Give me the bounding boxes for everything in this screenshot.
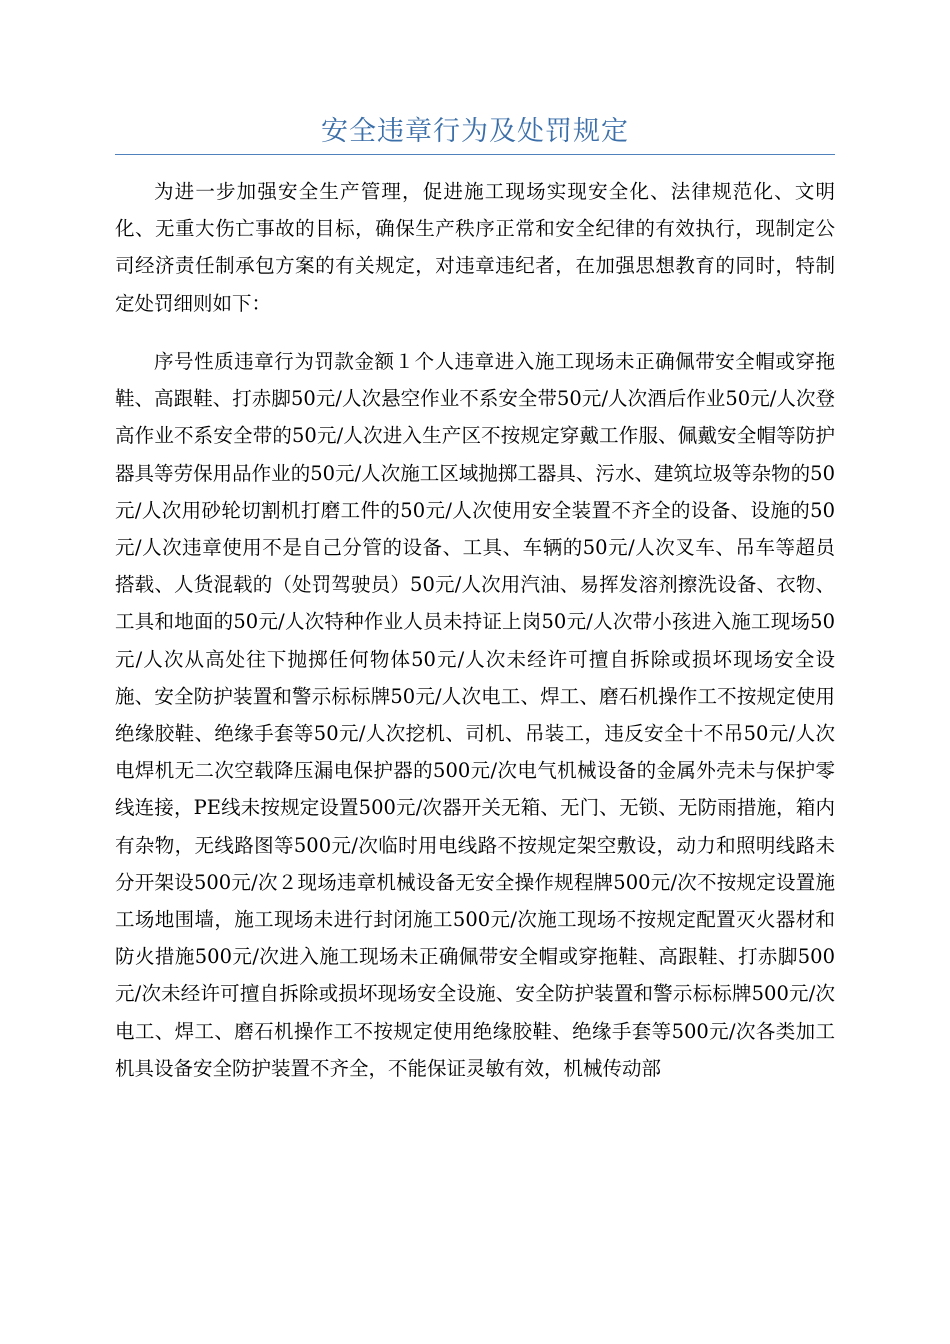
penalty-rules-paragraph: 序号性质违章行为罚款金额１个人违章进入施工现场未正确佩带安全帽或穿拖鞋、高跟鞋、打赤脚50元/人次悬空作业不系安全带50元/人次酒后作业50元/人次登高作业不系安全带的50元/人次进入生产区不按规定穿戴工作服、佩戴安全帽等防护器具等劳保用品作业的50元/人次施工区域抛掷工器具、污水、建筑垃圾等杂物的50元/人次用砂轮切割机打磨工件的50元/人次使用安全装置不齐全的设备、设施的50元/人次违章使用不是自己分管的设备、工具、车辆的50元/人次叉车、吊车等超员搭载、人货混载的（处罚驾驶员）50元/人次用汽油、易挥发溶剂擦洗设备、衣物、工具和地面的50元/人次特种作业人员未持证上岗50元/人次带小孩进入施工现场50元/人次从高处往下抛掷任何物体50元/人次未经许可擅自拆除或损坏现场安全设施、安全防护装置和警示标标牌50元/人次电工、焊工、磨石机操作工不按规定使用绝缘胶鞋、绝缘手套等50元/人次挖机、司机、吊装工，违反安全十不吊50元/人次电焊机无二次空载降压漏电保护器的500元/次电气机械设备的金属外壳未与保护零线连接，PE线未按规定设置500元/次器开关无箱、无门、无锁、无防雨措施，箱内有杂物，无线路图等500元/次临时用电线路不按规定架空敷设，动力和照明线路未分开架设500元/次２现场违章机械设备无安全操作规程牌500元/次不按规定设置施工场地围墙，施工现场未进行封闭施工500元/次施工现场不按规定配置灭火器材和防火措施500元/次进入施工现场未正确佩带安全帽或穿拖鞋、高跟鞋、打赤脚500元/次未经许可擅自拆除或损坏现场安全设施、安全防护装置和警示标标牌500元/次电工、焊工、磨石机操作工不按规定使用绝缘胶鞋、绝缘手套等500元/次各类加工机具设备安全防护装置不齐全，不能保证灵敏有效，机械传动部	[115, 350, 835, 1080]
title-underline	[115, 154, 835, 155]
intro-paragraph: 为进一步加强安全生产管理，促进施工现场实现安全化、法律规范化、文明化、无重大伤亡事故的目标，确保生产秩序正常和安全纪律的有效执行，现制定公司经济责任制承包方案的有关规定，对违章违纪者，在加强思想教育的同时，特制定处罚细则如下：	[115, 180, 835, 315]
document-title: 安全违章行为及处罚规定	[321, 116, 629, 147]
